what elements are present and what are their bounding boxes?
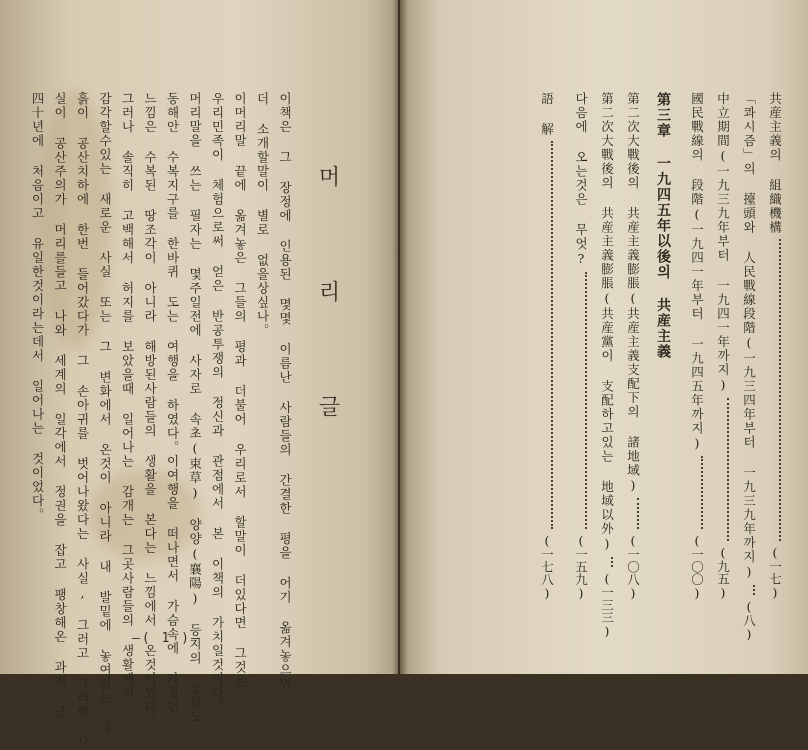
toc-entry (768, 92, 781, 600)
book-gutter (392, 0, 408, 674)
text-column: 그러나 솔직히 고백해서 허지를 보았을때 일어나는 감개는 그곳사람들의 생활에서 (120, 92, 135, 700)
text-column: 이머리말 끝에 옮겨놓은 그들의 평과 더불어 우리로서 할말이 더있다면 그것은 (232, 92, 248, 689)
toc-page-number: (一七八) (539, 532, 555, 600)
toc-page-number: (一七) (767, 545, 783, 600)
toc-entry-title: 다음에 오는것은 무엇? (573, 92, 589, 268)
toc-chapter-heading (656, 92, 670, 600)
toc-entry (690, 92, 703, 600)
toc-leader-dots (540, 141, 553, 529)
text-column: 이책은 그 장정에 인용된 몇몇 이름난 사람들의 간결한 평을 어기 옮겨놓으면 (277, 92, 293, 691)
toc-leader-dots (768, 239, 781, 542)
toc-page-number: (一五九) (573, 532, 589, 600)
toc-leader-dots (574, 272, 587, 529)
toc-leader-dots (716, 398, 729, 542)
toc-entry (540, 92, 553, 600)
toc-entry-title: 中立期間(一九三九年부터 一九四一年까지) (715, 92, 731, 394)
page-number: —( 1 )— (132, 631, 201, 646)
page-title: 머 리 글 (315, 165, 340, 451)
toc-entry (574, 92, 587, 600)
text-column: 흙이 공산치하에 한번 들어갔다가 그 손아귀를 벗어나왔다는 사실, 그러고 그러한 사 (75, 92, 90, 750)
text-column: 감각할수있는 새로운 사실 또는 그 변화에서 온것이 아니라 내 발밑에 놓여있는 그 (97, 92, 113, 736)
toc-leader-dots (626, 498, 639, 529)
text-column: 머리말을 쓰는 필자는 몇주일전에 사자로 속초(束草) 양양(襄陽) 등지의 강원도 (187, 92, 203, 724)
text-column: 우리민족이 체험으로써 얻은 반공투쟁의 정신과 관점에서 본 이책의 가치일것이다。 (210, 92, 225, 714)
toc-entry-title: 第二次大戰後의 共産主義膨脹(共産主義支配下의 諸地域) (625, 92, 641, 494)
text-column: 느낌은 수복된 땅조각이 아니라 해방된사람들의 생활을 본다는 느낌에서 온것이었다。 (142, 92, 158, 728)
toc-entry (599, 92, 615, 638)
text-column: 실이 공산주의가 머리를들고 나와 세계의 일각에서 정권을 잡고 팽창해온 과거 근 (52, 92, 68, 719)
toc-entry (716, 92, 729, 600)
toc-entry-title: 第三章 一九四五年以後의 共産主義 (655, 92, 671, 360)
toc-entry-title: 「콰시즘」의 擡頭와 人民戰線段階(一九三四年부터 一九三九年까지) (741, 92, 757, 581)
toc-leader-dots (690, 456, 703, 529)
text-column: 더 소개할말이 별로 없을상싶나。 (255, 92, 270, 338)
toc-page-number: (一〇八) (625, 532, 641, 600)
toc-entry (626, 92, 639, 600)
toc-leader-dots (742, 585, 755, 595)
toc-entry-title: 共産主義의 組織機構 (767, 92, 783, 235)
toc-entry (741, 92, 757, 641)
text-column: 동해안 수복지구를 한바퀴 도는 여행을 하였다。이여행을 떠나면서 가슴속에 가졌던 (165, 92, 180, 714)
toc-page-number: (一三三) (599, 570, 615, 638)
toc-entry-title: 語 解 (539, 92, 555, 137)
right-page (400, 0, 808, 674)
toc-entry-title: 國民戰線의 段階(一九四一年부터 一九四五年까지) (689, 92, 705, 452)
toc-page-number: (九五) (715, 545, 731, 600)
text-column: 四十년에 처음이고 유일한것이라는데서 일어나는 것이었다。 (30, 92, 45, 522)
toc-page-number: (八) (741, 598, 757, 641)
toc-leader-dots (600, 557, 613, 567)
toc-page-number: (一〇〇) (689, 532, 705, 600)
left-page (0, 0, 398, 750)
toc-entry-title: 第二次大戰後의 共産主義膨脹(共産黨이 支配하고있는 地域以外) (599, 92, 615, 553)
